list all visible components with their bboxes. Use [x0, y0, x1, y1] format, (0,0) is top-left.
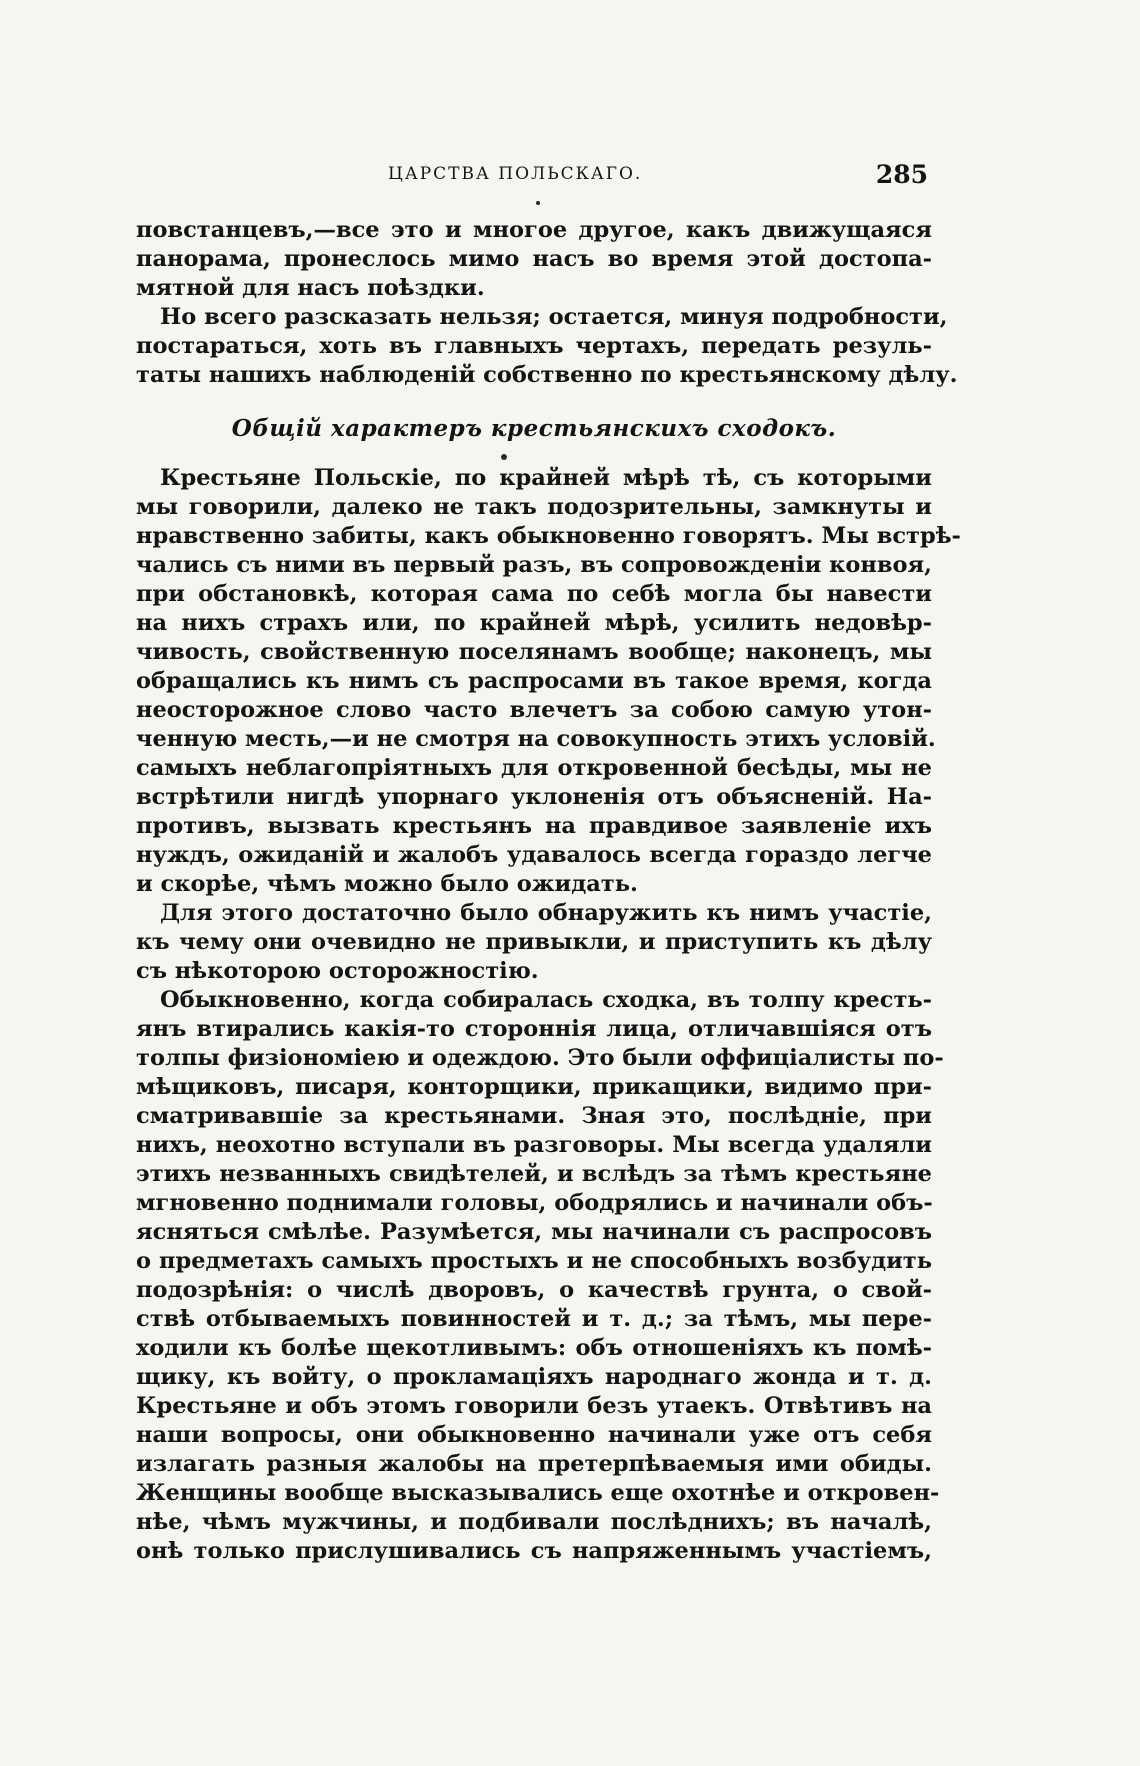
text-line: наши вопросы, они обыкновенно начинали уже отъ себя: [136, 1422, 932, 1448]
text-line: подозрѣнія: о числѣ дворовъ, о качествѣ грунта, о свой-: [136, 1277, 932, 1303]
section-heading-wrap: [136, 390, 932, 464]
text-line: Крестьяне Польскіе, по крайней мѣрѣ тѣ, съ которыми: [160, 465, 932, 491]
text-line: Обыкновенно, когда собиралась сходка, въ толпу кресть-: [160, 987, 932, 1013]
paragraph: [136, 899, 932, 986]
text-line: о предметахъ самыхъ простыхъ и не способныхъ возбудить: [136, 1248, 932, 1274]
text-line: толпы физіономіею и одеждою. Это были оффиціалисты по-: [136, 1045, 944, 1071]
text-line: нѣе, чѣмъ мужчины, и подбивали послѣднихъ; въ началѣ,: [136, 1509, 932, 1535]
text-line: ходили къ болѣе щекотливымъ: объ отношеніяхъ къ помѣ-: [136, 1335, 932, 1361]
text-line: къ чему они очевидно не привыкли, и приступить къ дѣлу: [136, 929, 932, 955]
text-line: обращались къ нимъ съ распросами въ такое время, когда: [136, 668, 932, 694]
running-header: [138, 160, 928, 190]
text-line: Для этого достаточно было обнаружить къ нимъ участіе,: [160, 900, 932, 926]
running-title: ЦАРСТВА ПОЛЬСКАГО.: [388, 164, 643, 184]
text-line: самыхъ неблагопріятныхъ для откровенной бесѣды, мы не: [136, 755, 932, 781]
text-line: повстанцевъ,—все это и многое другое, какъ движущаяся: [136, 217, 932, 243]
text-line: мы говорили, далеко не такъ подозрительны, замкнуты и: [136, 494, 932, 520]
text-line: мгновенно поднимали головы, ободрялись и начинали объ-: [136, 1190, 933, 1216]
text-line: постараться, хоть въ главныхъ чертахъ, передать резуль-: [136, 333, 932, 359]
text-line: нуждъ, ожиданій и жалобъ удавалось всегда гораздо легче: [136, 842, 932, 868]
text-line: Женщины вообще высказывались еще охотнѣе и откровен-: [136, 1480, 940, 1506]
paragraph: [136, 464, 961, 899]
text-line: встрѣтили нигдѣ упорнаго уклоненія отъ объясненій. На-: [136, 784, 932, 810]
text-line: ствѣ отбываемыхъ повинностей и т. д.; за тѣмъ, мы пере-: [136, 1306, 932, 1332]
print-speck: [536, 201, 540, 205]
text-line: нравственно забиты, какъ обыкновенно говорятъ. Мы встрѣ-: [136, 523, 961, 549]
text-line: неосторожное слово часто влечетъ за собою самую утон-: [136, 697, 932, 723]
text-line: онѣ только прислушивались съ напряженнымъ участіемъ,: [136, 1538, 932, 1564]
text-line: на нихъ страхъ или, по крайней мѣрѣ, усилить недовѣр-: [136, 610, 932, 636]
text-line: панорама, пронеслось мимо насъ во время этой достопа-: [136, 246, 932, 272]
text-line: этихъ незванныхъ свидѣтелей, и вслѣдъ за тѣмъ крестьяне: [136, 1161, 932, 1187]
text-line: и скорѣе, чѣмъ можно было ожидать.: [136, 871, 638, 897]
text-line: съ нѣкоторою осторожностію.: [136, 958, 539, 984]
text-line: противъ, вызвать крестьянъ на правдивое заявленіе ихъ: [136, 813, 932, 839]
text-line: Но всего разсказать нельзя; остается, минуя подробности,: [160, 304, 948, 330]
paragraph: [136, 303, 958, 390]
text-line: Крестьяне и объ этомъ говорили безъ утаекъ. Отвѣтивъ на: [136, 1393, 932, 1419]
text-line: щику, къ войту, о прокламаціяхъ народнаго жонда и т. д.: [136, 1364, 932, 1390]
page-number: 285: [875, 160, 928, 189]
text-line: ченную месть,—и не смотря на совокупность этихъ условій.: [136, 726, 936, 752]
paragraph: [136, 216, 932, 303]
text-line: сматривавшіе за крестьянами. Зная это, послѣдніе, при: [136, 1103, 932, 1129]
text-line: мѣщиковъ, писаря, конторщики, прикащики, видимо при-: [136, 1074, 932, 1100]
text-line: янъ втирались какія-то стороннія лица, отличавшіяся отъ: [136, 1016, 932, 1042]
text-line: чались съ ними въ первый разъ, въ сопровожденіи конвоя,: [136, 552, 932, 578]
text-line: нихъ, неохотно вступали въ разговоры. Мы всегда удаляли: [136, 1132, 932, 1158]
section-heading: Общій характеръ крестьянскихъ сходокъ.: [231, 415, 837, 442]
text-line: мятной для насъ поѣздки.: [136, 275, 485, 301]
text-line: чивость, свойственную поселянамъ вообще; наконецъ, мы: [136, 639, 932, 665]
body-text: [136, 216, 961, 1566]
text-line: ясняться смѣлѣе. Разумѣется, мы начинали съ распросовъ: [136, 1219, 932, 1245]
text-line: излагать разныя жалобы на претерпѣваемыя ими обиды.: [136, 1451, 932, 1477]
text-line: таты нашихъ наблюденій собственно по крестьянскому дѣлу.: [136, 362, 958, 388]
paragraph: [136, 986, 944, 1566]
text-line: при обстановкѣ, которая сама по себѣ могла бы навести: [136, 581, 932, 607]
